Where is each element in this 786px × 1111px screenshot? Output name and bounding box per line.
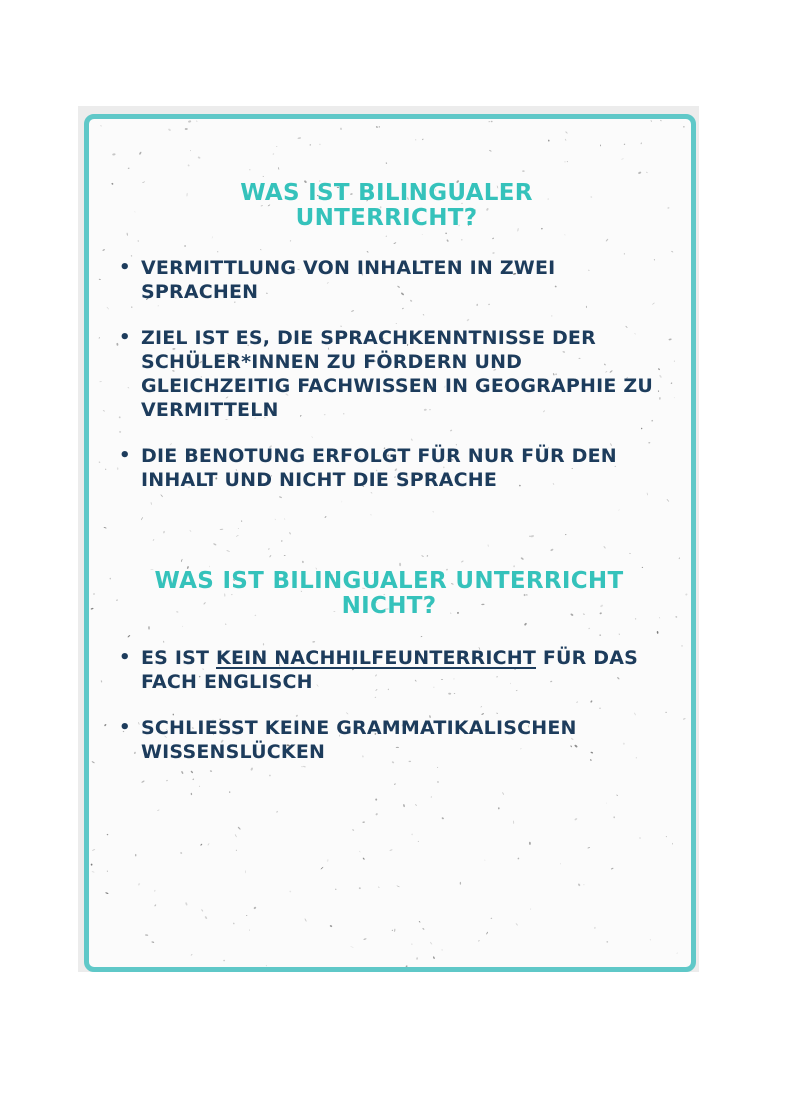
speckle — [641, 142, 642, 144]
speckle — [639, 837, 641, 839]
speckle — [134, 211, 135, 212]
list-item-prefix: ES IST — [141, 647, 217, 669]
speckle — [111, 183, 114, 186]
speckle — [441, 949, 443, 951]
speckle — [405, 965, 408, 967]
list-item-text: VERMITTLUNG VON INHALTEN IN ZWEI SPRACHEN — [141, 257, 556, 303]
speckle — [578, 883, 581, 886]
speckle — [611, 867, 614, 869]
speckle — [309, 144, 311, 146]
speckle — [530, 535, 534, 538]
speckle — [210, 770, 213, 772]
speckle — [281, 540, 283, 542]
speckle — [375, 798, 378, 801]
speckle — [683, 126, 685, 128]
list-item-text: DIE BENOTUNG ERFOLGT FÜR NUR FÜR DEN INHALT UND NICHT DIE SPRACHE — [141, 445, 617, 491]
speckle — [190, 150, 191, 151]
speckle — [320, 867, 323, 870]
speckle — [588, 628, 589, 630]
speckle — [198, 156, 201, 159]
speckle — [340, 127, 342, 130]
speckle — [491, 121, 493, 123]
speckle — [188, 120, 192, 123]
speckle — [370, 514, 371, 515]
speckle — [335, 888, 337, 890]
speckle — [603, 546, 606, 549]
speckle — [624, 143, 626, 145]
list-item-suffix: FÜR DAS FACH ENGLISCH — [141, 647, 639, 693]
list-what-is-not — [117, 646, 657, 764]
list-item — [117, 444, 657, 492]
speckle — [103, 410, 106, 412]
speckle — [416, 957, 418, 960]
speckle — [200, 843, 203, 846]
speckle — [180, 852, 182, 853]
speckle — [411, 834, 413, 836]
speckle — [574, 818, 577, 821]
speckle — [166, 780, 167, 782]
speckle — [478, 940, 480, 942]
speckle — [399, 563, 401, 567]
speckle — [301, 766, 302, 767]
list-item — [117, 326, 657, 422]
speckle — [102, 249, 105, 252]
speckle — [599, 634, 601, 636]
speckle — [366, 251, 368, 253]
speckle — [266, 965, 267, 966]
speckle — [297, 137, 301, 139]
speckle — [187, 164, 190, 167]
bullet-icon: • — [119, 647, 131, 668]
speckle — [157, 810, 159, 811]
speckle — [378, 126, 380, 128]
speckle — [491, 918, 493, 919]
speckle — [213, 543, 217, 546]
speckle — [431, 796, 432, 798]
speckle — [341, 501, 342, 503]
speckle — [618, 509, 620, 510]
speckle — [151, 502, 152, 505]
speckle — [430, 942, 433, 945]
speckle — [268, 548, 270, 550]
speckle — [191, 954, 193, 956]
speckle — [275, 519, 276, 521]
speckle — [594, 927, 595, 929]
speckle — [659, 397, 660, 400]
speckle — [565, 534, 566, 535]
speckle — [92, 849, 96, 851]
speckle — [249, 169, 250, 170]
speckle — [393, 242, 396, 244]
speckle — [207, 843, 209, 846]
speckle — [650, 939, 651, 940]
speckle — [249, 930, 250, 931]
speckle — [217, 251, 219, 253]
speckle — [236, 535, 239, 537]
speckle — [422, 928, 425, 931]
speckle — [154, 904, 157, 907]
speckle — [148, 626, 149, 630]
speckle — [385, 162, 387, 164]
speckle — [185, 128, 188, 130]
speckle — [685, 593, 688, 596]
heading-what-is-not: WAS IST BILINGUALER UNTERRICHT NICHT? — [154, 568, 624, 619]
speckle — [163, 641, 164, 643]
speckle — [92, 871, 95, 872]
speckle — [160, 494, 163, 497]
speckle — [389, 849, 392, 851]
speckle — [498, 807, 500, 809]
speckle — [445, 232, 447, 234]
speckle — [101, 680, 103, 683]
speckle — [135, 854, 137, 857]
speckle — [638, 171, 642, 174]
speckle — [484, 860, 486, 861]
speckle — [675, 616, 677, 618]
speckle — [668, 338, 671, 340]
speckle — [363, 938, 366, 940]
speckle — [223, 960, 225, 962]
speckle — [235, 834, 237, 837]
speckle — [359, 887, 361, 889]
speckle — [520, 557, 524, 560]
speckle — [138, 240, 139, 241]
speckle — [486, 932, 488, 935]
speckle — [674, 397, 675, 398]
speckle — [605, 238, 608, 241]
speckle — [375, 813, 378, 816]
speckle — [246, 915, 247, 916]
speckle — [139, 151, 142, 155]
speckle — [237, 826, 240, 829]
speckle — [446, 239, 449, 242]
list-item-emphasis: KEIN NACHHILFEUNTERRICHT — [216, 647, 536, 669]
speckle — [250, 767, 253, 771]
speckle — [433, 956, 435, 959]
speckle — [681, 645, 682, 646]
speckle — [616, 794, 618, 796]
speckle — [437, 767, 438, 768]
speckle — [565, 161, 566, 163]
speckle — [621, 158, 624, 160]
speckle — [666, 499, 669, 502]
speckle — [185, 902, 188, 906]
speckle — [659, 375, 662, 379]
speckle — [418, 841, 419, 842]
speckle — [99, 381, 102, 382]
speckle — [415, 139, 417, 141]
speckle — [386, 236, 387, 237]
speckle — [461, 239, 462, 240]
speckle — [419, 921, 421, 923]
speckle — [229, 791, 230, 793]
speckle-texture — [89, 119, 691, 967]
speckle — [647, 492, 648, 495]
speckle — [394, 783, 396, 785]
speckle — [184, 245, 186, 246]
heading-what-is: WAS IST BILINGUALER UNTERRICHT? — [240, 180, 533, 231]
speckle — [91, 864, 93, 866]
speckle — [624, 253, 625, 254]
speckle — [618, 633, 620, 635]
speckle — [672, 843, 673, 845]
speckle — [441, 817, 444, 820]
speckle — [226, 550, 230, 551]
speckle — [98, 461, 100, 463]
speckle — [646, 172, 648, 174]
speckle — [489, 150, 492, 152]
list-item — [117, 716, 657, 764]
speckle — [671, 251, 673, 253]
speckle — [269, 775, 271, 777]
speckle — [276, 811, 278, 813]
speckle — [181, 771, 184, 775]
speckle — [530, 908, 531, 910]
speckle — [529, 842, 531, 845]
speckle — [279, 496, 283, 498]
speckle — [107, 870, 108, 872]
speckle — [269, 555, 272, 558]
speckle — [278, 167, 280, 170]
speckle — [99, 337, 100, 339]
speckle — [107, 307, 110, 310]
speckle — [260, 249, 262, 251]
speckle — [302, 561, 304, 564]
speckle — [105, 892, 109, 894]
speckle — [190, 793, 192, 796]
speckle — [422, 138, 424, 140]
speckle — [642, 567, 644, 568]
speckle — [284, 518, 285, 519]
bullet-icon: • — [119, 717, 131, 738]
speckle — [112, 153, 116, 156]
speckle — [91, 761, 95, 764]
speckle — [460, 882, 461, 885]
speckle — [660, 120, 662, 122]
speckle — [392, 930, 393, 931]
speckle — [127, 635, 130, 638]
speckle — [522, 170, 525, 172]
speckle — [548, 140, 549, 142]
speckle — [253, 906, 256, 909]
bullet-icon: • — [119, 445, 131, 466]
speckle — [550, 548, 554, 551]
speckle — [396, 885, 399, 887]
speckle — [513, 820, 514, 824]
speckle — [658, 368, 660, 370]
speckle — [262, 176, 264, 177]
speckle — [666, 836, 667, 837]
speckle — [560, 863, 561, 864]
speckle — [350, 946, 354, 948]
speckle — [181, 559, 183, 562]
speckle — [104, 724, 107, 727]
list-what-is — [117, 256, 657, 492]
speckle — [658, 390, 659, 392]
speckle — [426, 555, 428, 557]
bullet-icon: • — [119, 257, 131, 278]
speckle — [674, 361, 675, 362]
speckle — [565, 139, 567, 141]
speckle — [376, 126, 378, 128]
speckle — [587, 847, 590, 848]
speckle — [141, 780, 145, 783]
speckle — [517, 857, 519, 859]
list-item-text: SCHLIESST KEINE GRAMMATIKALISCHEN WISSENSLÜCKEN — [141, 717, 577, 763]
speckle — [128, 167, 130, 169]
speckle — [145, 934, 148, 936]
speckle — [394, 929, 396, 932]
speckle — [238, 528, 239, 529]
speckle — [679, 557, 681, 559]
speckle — [488, 121, 490, 123]
speckle — [204, 916, 207, 920]
speckle — [629, 553, 631, 554]
speckle — [312, 641, 315, 643]
speckle — [104, 527, 107, 529]
speckle — [502, 792, 504, 795]
speckle — [127, 233, 128, 236]
speckle — [606, 941, 608, 942]
speckle — [437, 781, 439, 783]
speckle — [199, 786, 201, 787]
speckle — [403, 804, 405, 807]
speckle — [362, 857, 365, 860]
speckle — [670, 382, 672, 384]
list-item-text: ZIEL IST ES, DIE SPRACHKENNTNISSE DER SCHÜLER*INNEN ZU FÖRDERN UND GLEICHZEITIG FACHWISSEN IN GEOGRAPHIE ZU VERMITTELN — [141, 327, 653, 421]
speckle — [461, 560, 464, 563]
list-item — [117, 256, 657, 304]
speckle — [492, 252, 494, 254]
speckle — [583, 884, 585, 886]
speckle — [326, 859, 329, 862]
speckle — [600, 144, 601, 146]
bullet-icon: • — [119, 327, 131, 348]
speckle — [352, 829, 354, 831]
speckle — [189, 530, 191, 532]
speckle — [606, 802, 607, 803]
speckle — [657, 631, 659, 634]
speckle — [168, 128, 171, 131]
speckle — [196, 120, 198, 122]
speckle — [650, 120, 652, 122]
speckle — [524, 622, 527, 626]
speckle — [236, 850, 237, 851]
speckle — [272, 153, 274, 155]
speckle — [432, 511, 434, 513]
speckle — [212, 236, 214, 239]
speckle — [276, 146, 277, 147]
speckle — [245, 870, 246, 873]
speckle — [304, 918, 306, 922]
speckle — [201, 909, 204, 912]
speckle — [324, 516, 326, 518]
speckle — [421, 555, 424, 557]
speckle — [487, 544, 488, 547]
speckle — [329, 925, 332, 928]
speckle — [370, 492, 372, 494]
speckle — [676, 953, 678, 954]
speckle — [151, 941, 154, 942]
speckle — [422, 234, 423, 235]
speckle — [220, 529, 224, 531]
speckle — [378, 886, 379, 887]
speckle — [182, 626, 183, 627]
speckle — [613, 816, 615, 818]
speckle — [359, 851, 361, 853]
speckle — [362, 821, 365, 823]
speckle — [233, 923, 235, 925]
speckle — [319, 143, 321, 145]
speckle — [100, 125, 102, 127]
speckle — [515, 923, 518, 926]
speckle — [665, 712, 667, 713]
speckle — [565, 131, 568, 134]
speckle — [153, 539, 155, 541]
speckle — [142, 181, 145, 183]
speckle — [190, 770, 193, 773]
speckle — [415, 804, 417, 806]
speckle — [105, 469, 106, 470]
speckle — [492, 237, 494, 239]
speckle — [90, 608, 93, 610]
speckle — [289, 890, 291, 892]
speckle — [163, 531, 165, 534]
speckle — [683, 718, 686, 720]
speckle — [289, 532, 292, 535]
speckle — [154, 890, 156, 892]
speckle — [303, 766, 306, 768]
speckle — [241, 520, 243, 522]
speckle — [667, 207, 670, 210]
speckle — [290, 240, 292, 241]
speckle — [192, 778, 194, 780]
speckle — [284, 555, 286, 556]
speckle — [225, 623, 227, 625]
poster-card — [84, 114, 696, 972]
speckle — [567, 161, 568, 162]
speckle — [411, 944, 412, 945]
speckle — [93, 593, 96, 596]
speckle — [529, 535, 531, 537]
speckle — [99, 279, 101, 281]
speckle — [141, 517, 143, 520]
speckle — [107, 834, 109, 836]
list-item — [117, 646, 657, 694]
speckle — [564, 234, 565, 235]
speckle — [421, 636, 423, 637]
speckle — [137, 883, 140, 886]
